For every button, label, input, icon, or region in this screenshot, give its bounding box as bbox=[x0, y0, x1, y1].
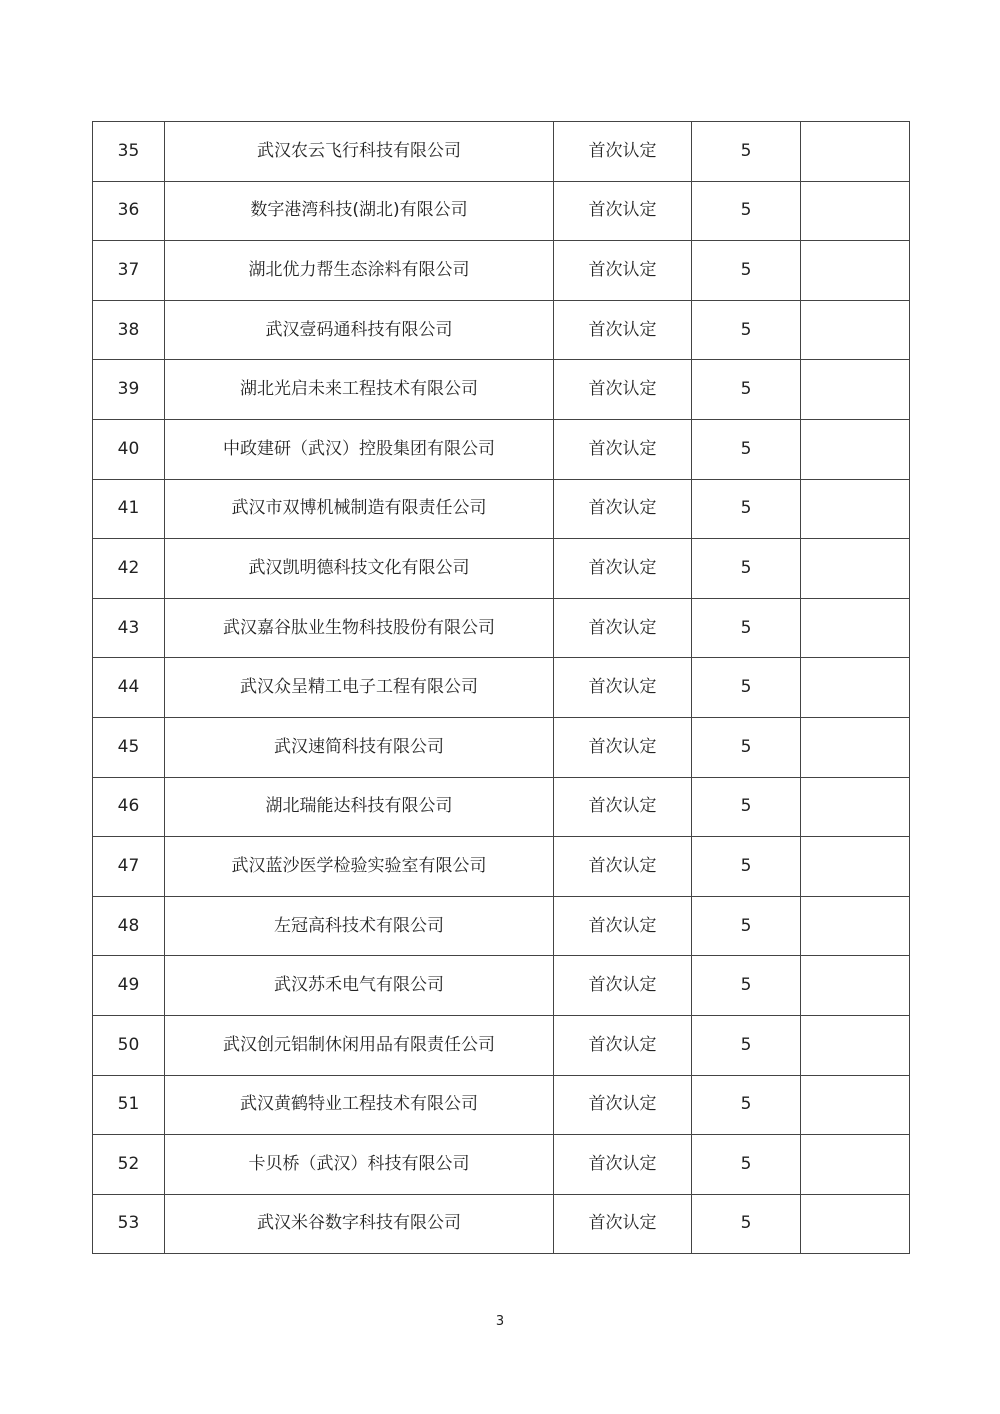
remark-cell bbox=[801, 300, 910, 360]
remark-cell bbox=[801, 658, 910, 718]
certification-type-cell: 首次认定 bbox=[554, 1015, 692, 1075]
remark-cell bbox=[801, 896, 910, 956]
certification-type-cell: 首次认定 bbox=[554, 837, 692, 897]
remark-cell bbox=[801, 122, 910, 182]
score-cell: 5 bbox=[692, 896, 801, 956]
remark-cell bbox=[801, 539, 910, 599]
remark-cell bbox=[801, 181, 910, 241]
certification-type-cell: 首次认定 bbox=[554, 1135, 692, 1195]
company-name-cell: 湖北瑞能达科技有限公司 bbox=[165, 777, 554, 837]
certification-type-cell: 首次认定 bbox=[554, 241, 692, 301]
certification-type-cell: 首次认定 bbox=[554, 717, 692, 777]
remark-cell bbox=[801, 956, 910, 1016]
remark-cell bbox=[801, 360, 910, 420]
remark-cell bbox=[801, 777, 910, 837]
score-cell: 5 bbox=[692, 956, 801, 1016]
certification-type-cell: 首次认定 bbox=[554, 896, 692, 956]
company-name-cell: 武汉米谷数字科技有限公司 bbox=[165, 1194, 554, 1254]
score-cell: 5 bbox=[692, 419, 801, 479]
remark-cell bbox=[801, 837, 910, 897]
certification-type-cell: 首次认定 bbox=[554, 539, 692, 599]
certification-type-cell: 首次认定 bbox=[554, 479, 692, 539]
company-name-cell: 湖北优力帮生态涂料有限公司 bbox=[165, 241, 554, 301]
row-number-cell: 47 bbox=[93, 837, 165, 897]
certification-type-cell: 首次认定 bbox=[554, 658, 692, 718]
row-number-cell: 36 bbox=[93, 181, 165, 241]
score-cell: 5 bbox=[692, 1194, 801, 1254]
certification-type-cell: 首次认定 bbox=[554, 1075, 692, 1135]
company-table bbox=[92, 121, 910, 1254]
score-cell: 5 bbox=[692, 300, 801, 360]
score-cell: 5 bbox=[692, 360, 801, 420]
company-name-cell: 武汉市双博机械制造有限责任公司 bbox=[165, 479, 554, 539]
table-row bbox=[93, 837, 910, 897]
row-number-cell: 50 bbox=[93, 1015, 165, 1075]
table-row bbox=[93, 539, 910, 599]
company-name-cell: 武汉嘉谷肽业生物科技股份有限公司 bbox=[165, 598, 554, 658]
table-row bbox=[93, 1194, 910, 1254]
row-number-cell: 41 bbox=[93, 479, 165, 539]
score-cell: 5 bbox=[692, 479, 801, 539]
table-row bbox=[93, 896, 910, 956]
company-name-cell: 武汉众呈精工电子工程有限公司 bbox=[165, 658, 554, 718]
company-name-cell: 武汉壹码通科技有限公司 bbox=[165, 300, 554, 360]
row-number-cell: 46 bbox=[93, 777, 165, 837]
table-row bbox=[93, 479, 910, 539]
row-number-cell: 51 bbox=[93, 1075, 165, 1135]
remark-cell bbox=[801, 419, 910, 479]
company-name-cell: 卡贝桥（武汉）科技有限公司 bbox=[165, 1135, 554, 1195]
company-table-body bbox=[93, 122, 910, 1254]
row-number-cell: 40 bbox=[93, 419, 165, 479]
row-number-cell: 42 bbox=[93, 539, 165, 599]
certification-type-cell: 首次认定 bbox=[554, 300, 692, 360]
remark-cell bbox=[801, 717, 910, 777]
company-name-cell: 左冠高科技术有限公司 bbox=[165, 896, 554, 956]
row-number-cell: 45 bbox=[93, 717, 165, 777]
remark-cell bbox=[801, 479, 910, 539]
score-cell: 5 bbox=[692, 598, 801, 658]
score-cell: 5 bbox=[692, 122, 801, 182]
table-row bbox=[93, 658, 910, 718]
table-row bbox=[93, 717, 910, 777]
certification-type-cell: 首次认定 bbox=[554, 1194, 692, 1254]
company-name-cell: 数字港湾科技(湖北)有限公司 bbox=[165, 181, 554, 241]
remark-cell bbox=[801, 598, 910, 658]
company-name-cell: 武汉凯明德科技文化有限公司 bbox=[165, 539, 554, 599]
table-row bbox=[93, 777, 910, 837]
table-row bbox=[93, 1075, 910, 1135]
company-name-cell: 武汉黄鹤特业工程技术有限公司 bbox=[165, 1075, 554, 1135]
certification-type-cell: 首次认定 bbox=[554, 122, 692, 182]
remark-cell bbox=[801, 1015, 910, 1075]
company-name-cell: 湖北光启未来工程技术有限公司 bbox=[165, 360, 554, 420]
score-cell: 5 bbox=[692, 181, 801, 241]
remark-cell bbox=[801, 1075, 910, 1135]
certification-type-cell: 首次认定 bbox=[554, 360, 692, 420]
table-row bbox=[93, 1135, 910, 1195]
certification-type-cell: 首次认定 bbox=[554, 419, 692, 479]
table-row bbox=[93, 360, 910, 420]
table-row bbox=[93, 241, 910, 301]
row-number-cell: 35 bbox=[93, 122, 165, 182]
score-cell: 5 bbox=[692, 1075, 801, 1135]
row-number-cell: 53 bbox=[93, 1194, 165, 1254]
company-name-cell: 武汉蓝沙医学检验实验室有限公司 bbox=[165, 837, 554, 897]
company-name-cell: 武汉创元铝制休闲用品有限责任公司 bbox=[165, 1015, 554, 1075]
row-number-cell: 43 bbox=[93, 598, 165, 658]
score-cell: 5 bbox=[692, 717, 801, 777]
company-name-cell: 中政建研（武汉）控股集团有限公司 bbox=[165, 419, 554, 479]
company-name-cell: 武汉苏禾电气有限公司 bbox=[165, 956, 554, 1016]
certification-type-cell: 首次认定 bbox=[554, 181, 692, 241]
page-number: 3 bbox=[495, 1314, 505, 1329]
table-row bbox=[93, 181, 910, 241]
score-cell: 5 bbox=[692, 1015, 801, 1075]
certification-type-cell: 首次认定 bbox=[554, 777, 692, 837]
row-number-cell: 38 bbox=[93, 300, 165, 360]
row-number-cell: 48 bbox=[93, 896, 165, 956]
row-number-cell: 49 bbox=[93, 956, 165, 1016]
score-cell: 5 bbox=[692, 241, 801, 301]
remark-cell bbox=[801, 241, 910, 301]
remark-cell bbox=[801, 1194, 910, 1254]
row-number-cell: 44 bbox=[93, 658, 165, 718]
table-row bbox=[93, 956, 910, 1016]
company-name-cell: 武汉农云飞行科技有限公司 bbox=[165, 122, 554, 182]
row-number-cell: 52 bbox=[93, 1135, 165, 1195]
table-row bbox=[93, 598, 910, 658]
row-number-cell: 37 bbox=[93, 241, 165, 301]
table-row bbox=[93, 419, 910, 479]
score-cell: 5 bbox=[692, 1135, 801, 1195]
table-row bbox=[93, 300, 910, 360]
certification-type-cell: 首次认定 bbox=[554, 598, 692, 658]
table-row bbox=[93, 122, 910, 182]
company-name-cell: 武汉速简科技有限公司 bbox=[165, 717, 554, 777]
row-number-cell: 39 bbox=[93, 360, 165, 420]
remark-cell bbox=[801, 1135, 910, 1195]
score-cell: 5 bbox=[692, 777, 801, 837]
score-cell: 5 bbox=[692, 658, 801, 718]
table-row bbox=[93, 1015, 910, 1075]
score-cell: 5 bbox=[692, 539, 801, 599]
score-cell: 5 bbox=[692, 837, 801, 897]
certification-type-cell: 首次认定 bbox=[554, 956, 692, 1016]
